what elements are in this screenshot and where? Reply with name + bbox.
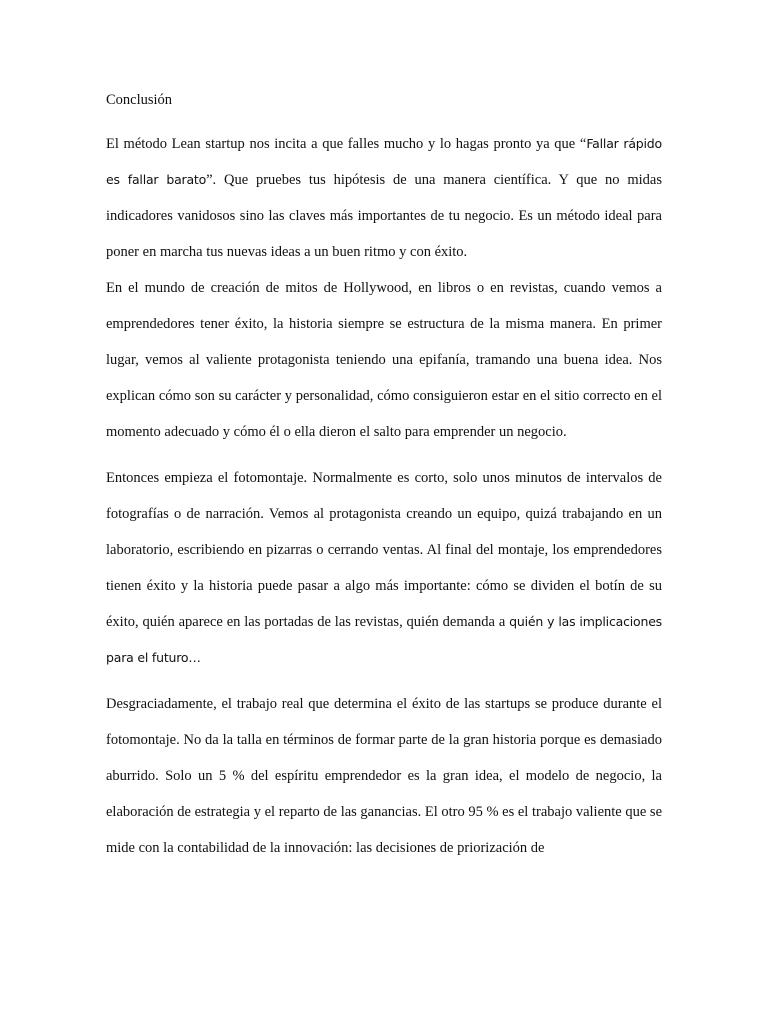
document-page [106, 90, 662, 866]
paragraph-desgraciadamente: Desgraciadamente, el trabajo real que determina el éxito de las startups se produce durante el fotomontaje. No da la talla en términos de formar parte de la gran historia porque es demasiado aburrido. Solo un 5 % del espíritu emprendedor es la gran idea, el modelo de negocio, la elaboración de estrategia y el reparto de las ganancias. El otro 95 % es el trabajo valiente que se mide con la contabilidad de la innovación: las decisiones de priorización de [106, 696, 662, 856]
section-heading: Conclusión [106, 92, 173, 108]
paragraph-3-text-a: Entonces empieza el fotomontaje. Normalmente es corto, solo unos minutos de intervalos de fotografías o de narración. Vemos al protagonista creando un equipo, quizá trabajando en un laboratorio, escribiendo en pizarras o cerrando ventas. Al final del montaje, los emprendedores tienen éxito y la historia puede pasar a algo más importante: cómo se dividen el botín de su éxito, quién aparece en las portadas de las revistas, quién demanda a [106, 470, 662, 630]
paragraph-1-text-c: ”. Que pruebes tus hipótesis de una manera científica. Y que no midas indicadores vanidosos sino las claves más importantes de tu negocio. Es un método ideal para poner en marcha tus nuevas ideas a un buen ritmo y con éxito. [106, 172, 663, 260]
paragraph-lean-startup [106, 126, 662, 270]
paragraph-hollywood: En el mundo de creación de mitos de Hollywood, en libros o en revistas, cuando vemos a emprendedores tener éxito, la historia siempre se estructura de la misma manera. En primer lugar, vemos al valiente protagonista teniendo una epifanía, tramando una buena idea. Nos explican cómo son su carácter y personalidad, cómo consiguieron estar en el sitio correcto en el momento adecuado y cómo él o ella dieron el salto para emprender un negocio. [106, 280, 662, 440]
paragraph-1-text-a: El método Lean startup nos incita a que falles mucho y lo hagas pronto ya que “ [106, 136, 587, 152]
paragraph-3-text-b: quién y las implicaciones para el futuro… [106, 614, 662, 665]
quoted-phrase: Fallar rápido es fallar barato [106, 136, 662, 187]
paragraph-fotomontaje [106, 460, 662, 676]
